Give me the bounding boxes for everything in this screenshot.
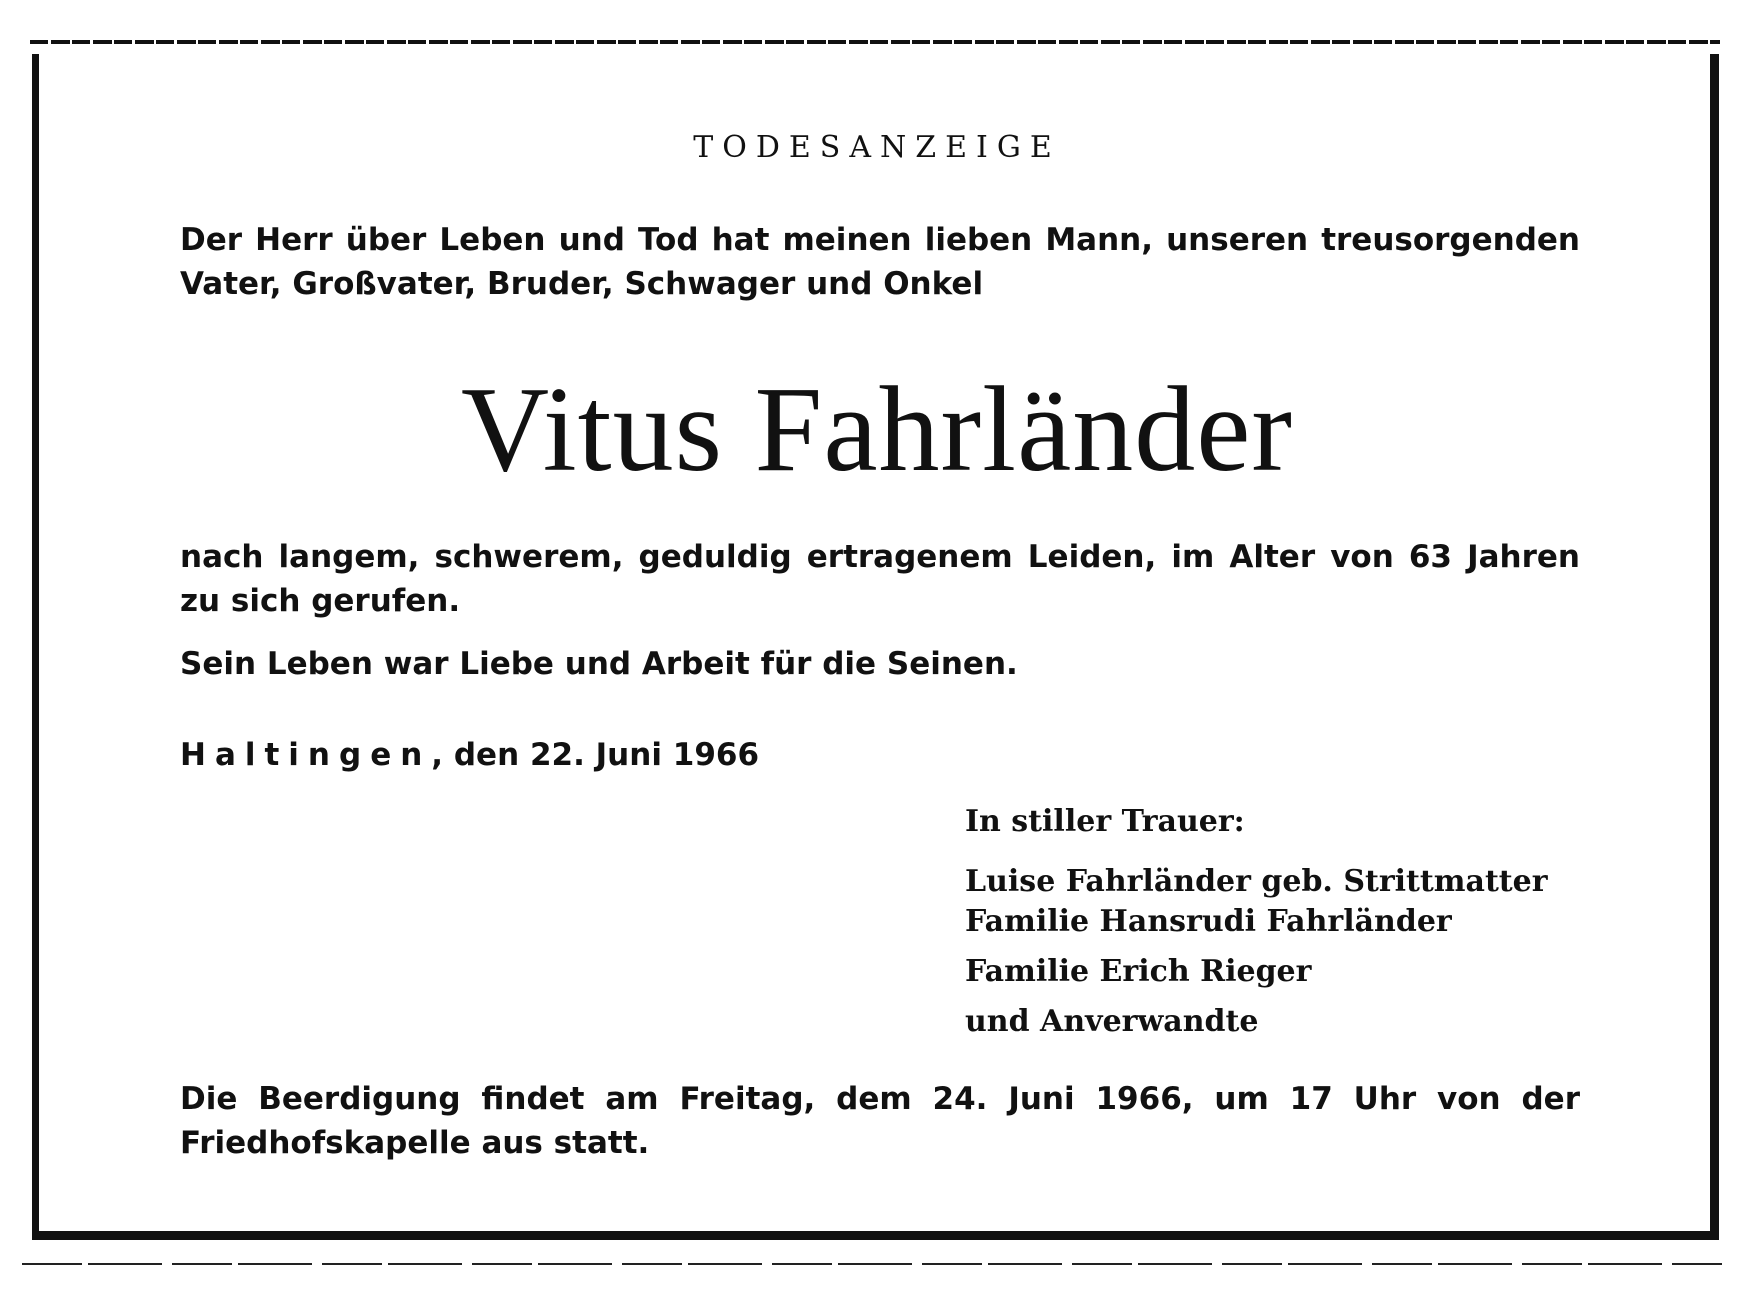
intro-paragraph: Der Herr über Leben und Tod hat meinen lieben Mann, unseren treusorgenden Vater, Großvater, Bruder, Schwager und Onkel bbox=[180, 222, 1580, 302]
top-border-rule bbox=[30, 40, 1720, 44]
notice-heading: TODESANZEIGE bbox=[693, 130, 1061, 165]
mourners-block bbox=[965, 800, 1605, 1042]
mourner-name: und Anverwandte bbox=[965, 1004, 1259, 1039]
passing-paragraph: nach langem, schwerem, geduldig ertragenem Leiden, im Alter von 63 Jahren zu sich gerufen. bbox=[180, 539, 1580, 619]
deceased-name: Vitus Fahrländer bbox=[461, 362, 1293, 497]
bottom-border-rule bbox=[22, 1263, 1722, 1265]
notice-date: , den 22. Juni 1966 bbox=[431, 737, 760, 773]
place-date-line bbox=[180, 733, 1580, 777]
mourner-name: Familie Erich Rieger bbox=[965, 954, 1312, 989]
mourner-name: Luise Fahrländer geb. Strittmatter bbox=[965, 864, 1548, 899]
mourning-label: In stiller Trauer: bbox=[965, 804, 1245, 839]
funeral-paragraph: Die Beerdigung findet am Freitag, dem 24. Juni 1966, um 17 Uhr von der Friedhofskapelle aus statt. bbox=[180, 1081, 1580, 1161]
place-name: Haltingen bbox=[180, 737, 432, 773]
mourner-name: Familie Hansrudi Fahrländer bbox=[965, 904, 1452, 939]
life-statement: Sein Leben war Liebe und Arbeit für die Seinen. bbox=[180, 646, 1018, 682]
